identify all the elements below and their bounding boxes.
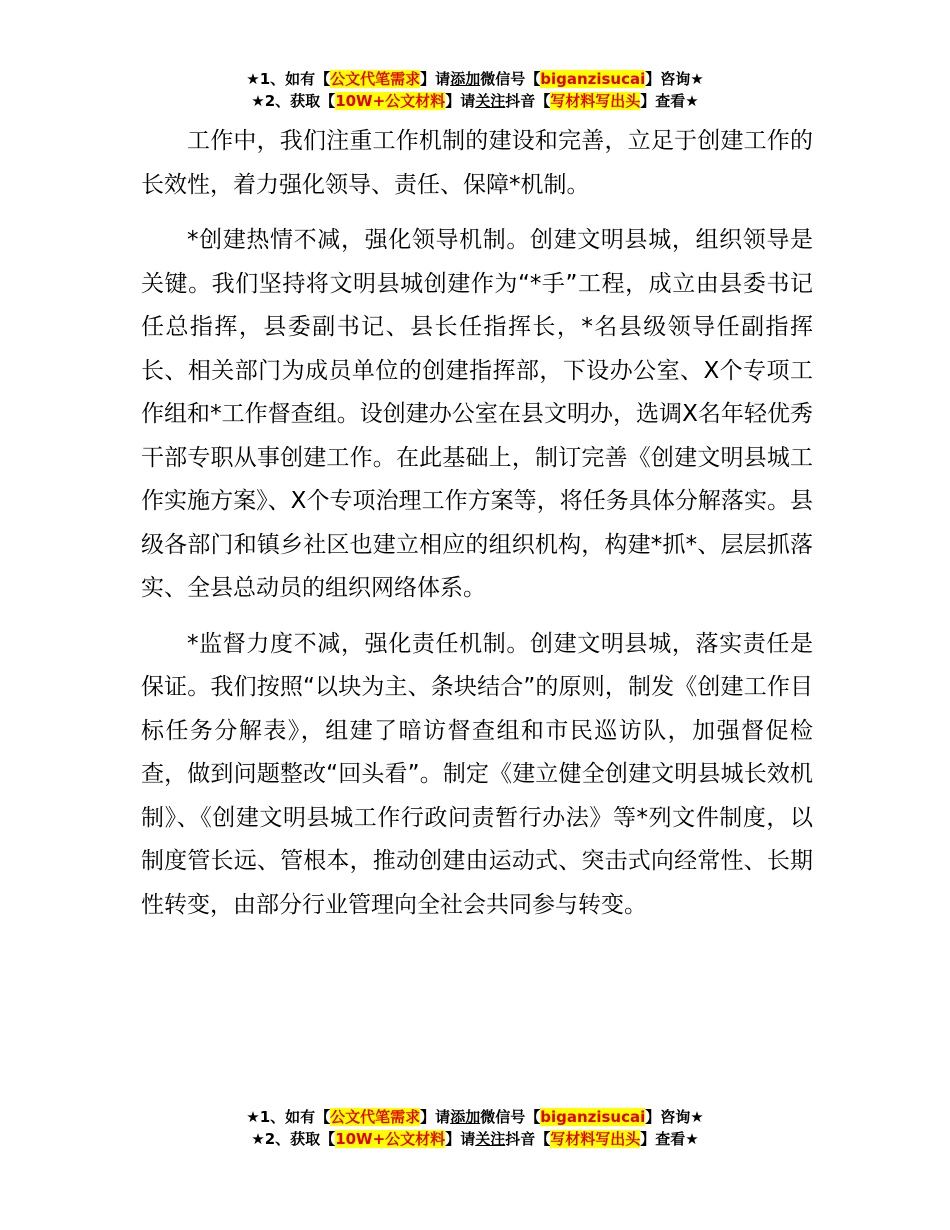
footer-underline-follow: 关注: [475, 1130, 506, 1148]
header-line-2-text: 】请: [445, 92, 476, 110]
header-line-1-prefix: ★1、如有【: [246, 70, 331, 88]
footer-highlight-materials: 10W+公文材料: [335, 1130, 446, 1148]
footer-line-2: [0, 1128, 950, 1150]
footer-line-2-text: 】请: [445, 1130, 476, 1148]
header-line-1-text: 】请: [420, 70, 451, 88]
header-line-1-suffix: 】咨询★: [645, 70, 704, 88]
footer-banner: [0, 1106, 950, 1150]
paragraph-3: *监督力度不减，强化责任机制。创建文明县城，落实责任是保证。我们按照“以块为主、条块结合”的原则，制发《创建工作目标任务分解表》，组建了暗访督查组和市民巡访队，加强督促检查，做到问题整改“回头看”。制定《建立健全创建文明县城长效机制》、《创建文明县城工作行政问责暂行办法》等*列文件制度，以制度管长远、管根本，推动创建由运动式、突击式向经常性、长期性转变，由部分行业管理向全社会共同参与转变。: [141, 630, 813, 918]
header-line-2-suffix: 】查看★: [640, 92, 699, 110]
footer-line-1-suffix: 】咨询★: [645, 1108, 704, 1126]
header-highlight-douyin: 写材料写出头: [550, 92, 641, 110]
paragraph-1: 工作中，我们注重工作机制的建设和完善，立足于创建工作的长效性，着力强化领导、责任、保障*机制。: [141, 128, 813, 198]
header-line-1-text-2: 微信号【: [480, 70, 541, 88]
header-underline-add: 添加: [450, 70, 481, 88]
footer-line-1-text: 】请: [420, 1108, 451, 1126]
document-body: [141, 120, 813, 939]
header-highlight-service: 公文代笔需求: [330, 70, 421, 88]
footer-line-2-prefix: ★2、获取【: [251, 1130, 336, 1148]
footer-line-1-text-2: 微信号【: [480, 1108, 541, 1126]
paragraph-2: *创建热情不减，强化领导机制。创建文明县城，组织领导是关键。我们坚持将文明县城创建作为“*手”工程，成立由县委书记任总指挥，县委副书记、县长任指挥长，*名县级领导任副指挥长、相关部门为成员单位的创建指挥部，下设办公室、X个专项工作组和*工作督查组。设创建办公室在县文明办，选调X名年轻优秀干部专职从事创建工作。在此基础上，制订完善《创建文明县城工作实施方案》、X个专项治理工作方案等，将任务具体分解落实。县级各部门和镇乡社区也建立相应的组织机构，构建*抓*、层层抓落实、全县总动员的组织网络体系。: [141, 227, 813, 601]
footer-highlight-douyin: 写材料写出头: [550, 1130, 641, 1148]
header-line-2-text-2: 抖音【: [505, 92, 551, 110]
footer-line-2-text-2: 抖音【: [505, 1130, 551, 1148]
footer-line-1-prefix: ★1、如有【: [246, 1108, 331, 1126]
header-highlight-wechat-id: biganzisucai: [540, 70, 646, 88]
header-line-1: [0, 68, 950, 90]
header-highlight-materials: 10W+公文材料: [335, 92, 446, 110]
footer-line-2-suffix: 】查看★: [640, 1130, 699, 1148]
header-banner: [0, 68, 950, 112]
footer-line-1: [0, 1106, 950, 1128]
footer-highlight-service: 公文代笔需求: [330, 1108, 421, 1126]
footer-highlight-wechat-id: biganzisucai: [540, 1108, 646, 1126]
header-line-2-prefix: ★2、获取【: [251, 92, 336, 110]
header-line-2: [0, 90, 950, 112]
footer-underline-add: 添加: [450, 1108, 481, 1126]
header-underline-follow: 关注: [475, 92, 506, 110]
